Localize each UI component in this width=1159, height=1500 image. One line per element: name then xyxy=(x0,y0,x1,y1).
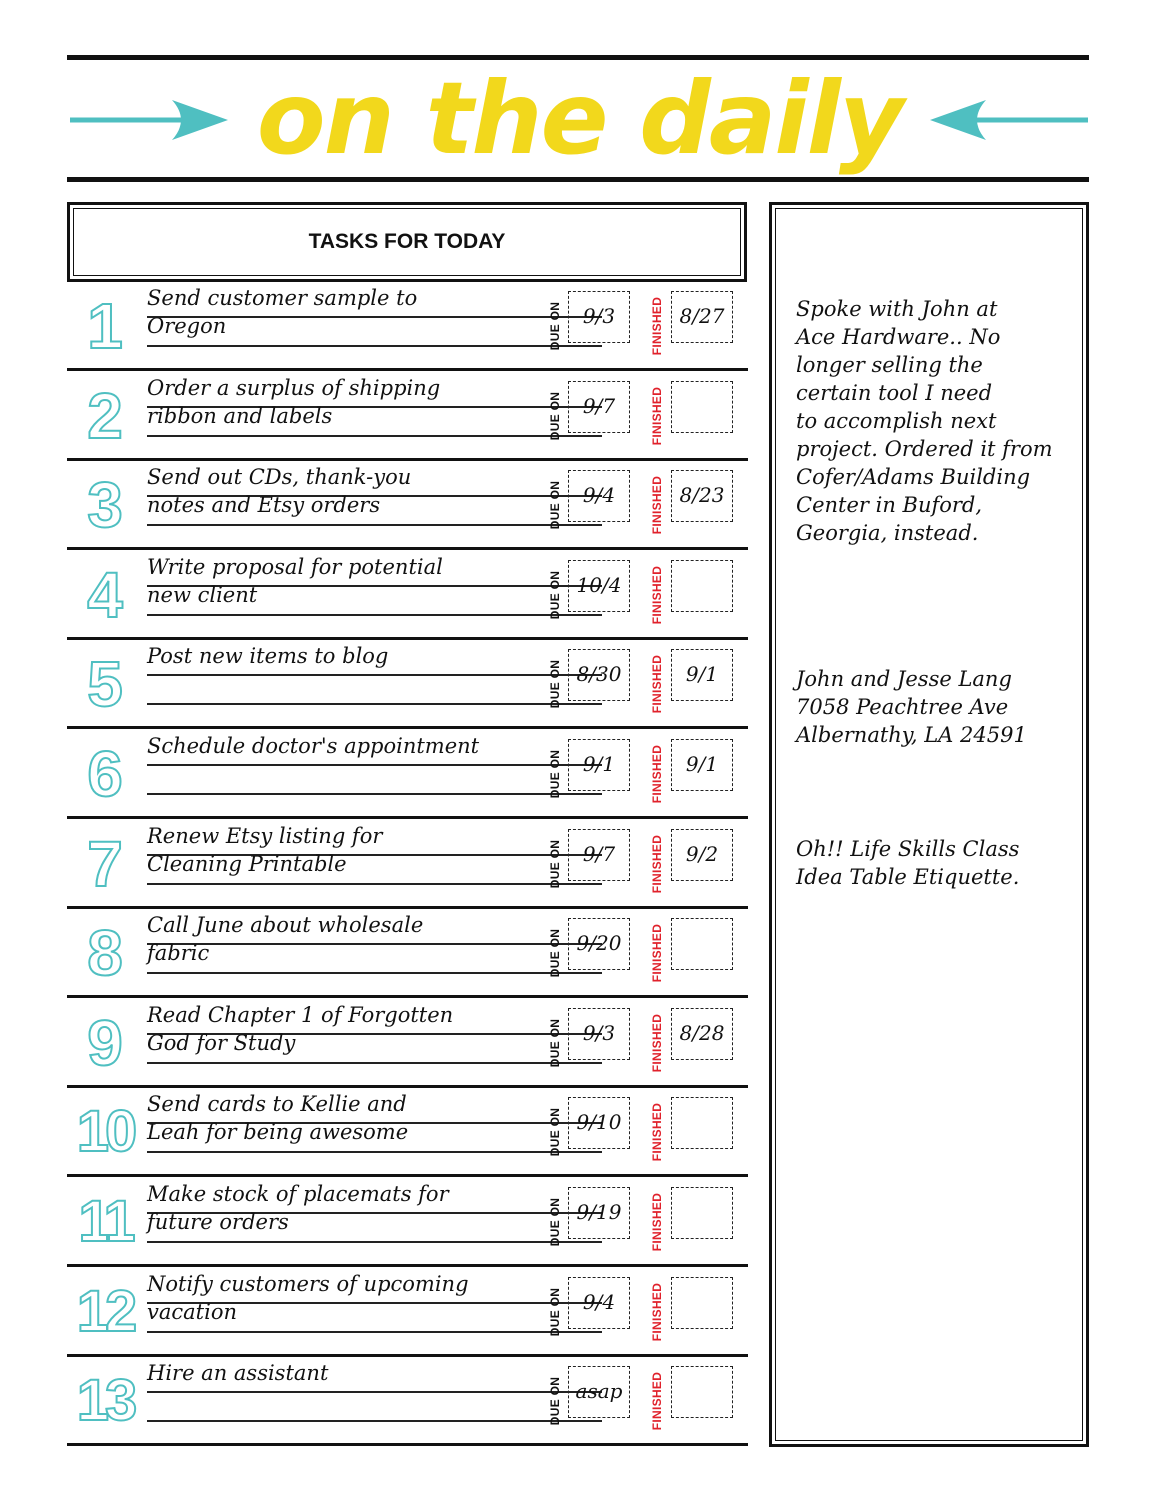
finished-date-box xyxy=(671,1277,733,1329)
finished-label-text: FINISHED xyxy=(650,1013,664,1073)
finished-label-text: FINISHED xyxy=(650,1371,664,1431)
due-on-label-text: DUE ON xyxy=(548,301,563,351)
task-text-line-2: fabric xyxy=(147,941,210,965)
finished-label xyxy=(648,1182,666,1262)
finished-date-box xyxy=(671,1366,733,1418)
finished-date-box: 8/28 xyxy=(671,1008,733,1060)
note-line: John and Jesse Lang xyxy=(796,667,1012,691)
row-divider xyxy=(67,1264,748,1267)
task-text-line-1: Call June about wholesale xyxy=(147,913,424,937)
task-writing-line xyxy=(147,972,602,974)
task-text-line-1: Send cards to Kellie and xyxy=(147,1092,407,1116)
task-text-line-2: Oregon xyxy=(147,314,227,338)
task-text-line-2: Leah for being awesome xyxy=(147,1120,409,1144)
note-line: project. Ordered it from xyxy=(796,437,1053,461)
task-number: 10 xyxy=(76,1099,134,1164)
due-on-label-text: DUE ON xyxy=(548,391,563,441)
task-text-line-2: notes and Etsy orders xyxy=(147,493,381,517)
note-line: to accomplish next xyxy=(796,409,997,433)
task-number: 7 xyxy=(87,828,123,900)
note-block xyxy=(796,295,1086,547)
row-divider xyxy=(67,726,748,729)
row-divider xyxy=(67,368,748,371)
task-writing-line xyxy=(147,435,602,437)
task-text-line-1: Write proposal for potential xyxy=(147,555,443,579)
row-divider xyxy=(67,1443,748,1446)
due-on-label xyxy=(546,1361,564,1441)
note-line: Center in Buford, xyxy=(796,493,983,517)
row-divider xyxy=(67,816,748,819)
note-block xyxy=(796,835,1086,891)
task-number: 3 xyxy=(87,469,123,541)
due-on-label xyxy=(546,286,564,366)
due-date-box: 9/3 xyxy=(568,291,630,343)
due-on-label-text: DUE ON xyxy=(548,749,563,799)
due-on-label xyxy=(546,1182,564,1262)
task-text-line-1: Send out CDs, thank-you xyxy=(147,465,412,489)
task-text-line-1: Send customer sample to xyxy=(147,286,418,310)
task-writing-line xyxy=(147,524,602,526)
finished-date-box: 9/2 xyxy=(671,829,733,881)
finished-date-box xyxy=(671,1097,733,1149)
due-date-box: 9/19 xyxy=(568,1187,630,1239)
finished-date-box xyxy=(671,560,733,612)
task-writing-line xyxy=(147,1391,602,1393)
task-text-line-2: new client xyxy=(147,583,258,607)
notes-panel xyxy=(769,202,1089,1447)
finished-label xyxy=(648,286,666,366)
task-writing-line xyxy=(147,345,602,347)
due-date-box: 9/1 xyxy=(568,739,630,791)
task-row xyxy=(67,1268,748,1357)
finished-label xyxy=(648,555,666,635)
row-divider xyxy=(67,1174,748,1177)
task-row xyxy=(67,1178,748,1267)
finished-label xyxy=(648,1092,666,1172)
due-on-label-text: DUE ON xyxy=(548,928,563,978)
finished-label xyxy=(648,734,666,814)
due-date-box: 8/30 xyxy=(568,649,630,701)
finished-label xyxy=(648,913,666,993)
due-on-label xyxy=(546,555,564,635)
finished-label xyxy=(648,376,666,456)
finished-label xyxy=(648,824,666,904)
task-text-line-2: vacation xyxy=(147,1300,237,1324)
task-text-line-2: ribbon and labels xyxy=(147,404,333,428)
task-writing-line xyxy=(147,674,602,676)
header-rule-bottom xyxy=(67,177,1089,182)
due-date-box: 9/4 xyxy=(568,470,630,522)
note-line: Ace Hardware.. No xyxy=(796,325,1001,349)
task-writing-line xyxy=(147,1420,602,1422)
finished-label-text: FINISHED xyxy=(650,1102,664,1162)
due-on-label xyxy=(546,734,564,814)
due-on-label-text: DUE ON xyxy=(548,1107,563,1157)
note-line: Georgia, instead. xyxy=(796,521,979,545)
due-on-label-text: DUE ON xyxy=(548,480,563,530)
task-writing-line xyxy=(147,1331,602,1333)
finished-date-box: 9/1 xyxy=(671,649,733,701)
note-line: Spoke with John at xyxy=(796,297,998,321)
finished-date-box xyxy=(671,1187,733,1239)
finished-label-text: FINISHED xyxy=(650,1282,664,1342)
task-row xyxy=(67,820,748,909)
due-date-box: 9/10 xyxy=(568,1097,630,1149)
due-on-label-text: DUE ON xyxy=(548,1376,563,1426)
finished-date-box: 8/27 xyxy=(671,291,733,343)
note-line: Albernathy, LA 24591 xyxy=(796,723,1027,747)
task-row xyxy=(67,730,748,819)
finished-date-box xyxy=(671,381,733,433)
task-writing-line xyxy=(147,703,602,705)
due-on-label-text: DUE ON xyxy=(548,1018,563,1068)
due-date-box: 9/4 xyxy=(568,1277,630,1329)
task-row xyxy=(67,551,748,640)
task-writing-line xyxy=(147,1241,602,1243)
task-writing-line xyxy=(147,1151,602,1153)
due-on-label-text: DUE ON xyxy=(548,1287,563,1337)
task-row xyxy=(67,1357,748,1446)
finished-label-text: FINISHED xyxy=(650,475,664,535)
task-writing-line xyxy=(147,883,602,885)
due-on-label xyxy=(546,1272,564,1352)
due-on-label xyxy=(546,824,564,904)
due-date-box: 9/20 xyxy=(568,918,630,970)
task-number: 13 xyxy=(76,1368,134,1433)
task-row xyxy=(67,640,748,729)
row-divider xyxy=(67,995,748,998)
finished-label-text: FINISHED xyxy=(650,923,664,983)
due-on-label xyxy=(546,376,564,456)
finished-date-box: 8/23 xyxy=(671,470,733,522)
task-text-line-1: Notify customers of upcoming xyxy=(147,1272,469,1296)
note-line: longer selling the xyxy=(796,353,983,377)
task-number: 6 xyxy=(87,738,123,810)
finished-label xyxy=(648,1361,666,1441)
due-on-label xyxy=(546,465,564,545)
due-on-label xyxy=(546,1003,564,1083)
due-on-label-text: DUE ON xyxy=(548,570,563,620)
due-on-label-text: DUE ON xyxy=(548,839,563,889)
task-number: 5 xyxy=(87,648,123,720)
task-row xyxy=(67,909,748,998)
task-text-line-1: Order a surplus of shipping xyxy=(147,376,441,400)
due-date-box: 9/7 xyxy=(568,381,630,433)
task-text-line-2: future orders xyxy=(147,1210,289,1234)
task-text-line-2: God for Study xyxy=(147,1031,296,1055)
task-writing-line xyxy=(147,614,602,616)
note-line: Idea Table Etiquette. xyxy=(796,865,1020,889)
due-date-box: asap xyxy=(568,1366,630,1418)
task-text-line-1: Post new items to blog xyxy=(147,644,389,668)
task-number: 12 xyxy=(76,1279,134,1344)
row-divider xyxy=(67,547,748,550)
finished-date-box xyxy=(671,918,733,970)
task-number: 8 xyxy=(87,917,123,989)
note-line: Oh!! Life Skills Class xyxy=(796,837,1020,861)
task-row xyxy=(67,282,748,371)
finished-date-box: 9/1 xyxy=(671,739,733,791)
finished-label-text: FINISHED xyxy=(650,296,664,356)
note-line: certain tool I need xyxy=(796,381,993,405)
task-text-line-2: Cleaning Printable xyxy=(147,852,347,876)
task-number: 9 xyxy=(87,1007,123,1079)
notes-panel-inner xyxy=(775,208,1083,1441)
due-date-box: 9/3 xyxy=(568,1008,630,1060)
task-number: 4 xyxy=(87,559,123,631)
task-row xyxy=(67,372,748,461)
finished-label xyxy=(648,1272,666,1352)
finished-label-text: FINISHED xyxy=(650,1192,664,1252)
task-text-line-1: Renew Etsy listing for xyxy=(147,824,383,848)
note-line: 7058 Peachtree Ave xyxy=(796,695,1009,719)
finished-label-text: FINISHED xyxy=(650,744,664,804)
task-writing-line xyxy=(147,793,602,795)
task-row xyxy=(67,999,748,1088)
page-title: on the daily xyxy=(256,60,903,177)
tasks-header-title: TASKS FOR TODAY xyxy=(73,208,741,276)
task-text-line-1: Make stock of placemats for xyxy=(147,1182,449,1206)
due-on-label xyxy=(546,1092,564,1172)
task-number: 2 xyxy=(87,380,123,452)
task-text-line-1: Schedule doctor's appointment xyxy=(147,734,480,758)
finished-label-text: FINISHED xyxy=(650,834,664,894)
note-block xyxy=(796,665,1086,749)
task-row xyxy=(67,461,748,550)
task-text-line-1: Read Chapter 1 of Forgotten xyxy=(147,1003,454,1027)
task-number: 1 xyxy=(87,290,123,362)
finished-label xyxy=(648,1003,666,1083)
due-on-label-text: DUE ON xyxy=(548,659,563,709)
task-row xyxy=(67,1088,748,1177)
finished-label-text: FINISHED xyxy=(650,386,664,446)
due-date-box: 10/4 xyxy=(568,560,630,612)
finished-label xyxy=(648,465,666,545)
due-on-label xyxy=(546,644,564,724)
tasks-header-box xyxy=(67,202,747,282)
due-on-label xyxy=(546,913,564,993)
task-writing-line xyxy=(147,1062,602,1064)
task-text-line-1: Hire an assistant xyxy=(147,1361,329,1385)
finished-label-text: FINISHED xyxy=(650,654,664,714)
arrow-right-icon xyxy=(928,98,1088,142)
task-writing-line xyxy=(147,764,602,766)
due-on-label-text: DUE ON xyxy=(548,1197,563,1247)
due-date-box: 9/7 xyxy=(568,829,630,881)
finished-label xyxy=(648,644,666,724)
finished-label-text: FINISHED xyxy=(650,565,664,625)
note-line: Cofer/Adams Building xyxy=(796,465,1031,489)
task-number: 11 xyxy=(78,1189,132,1254)
